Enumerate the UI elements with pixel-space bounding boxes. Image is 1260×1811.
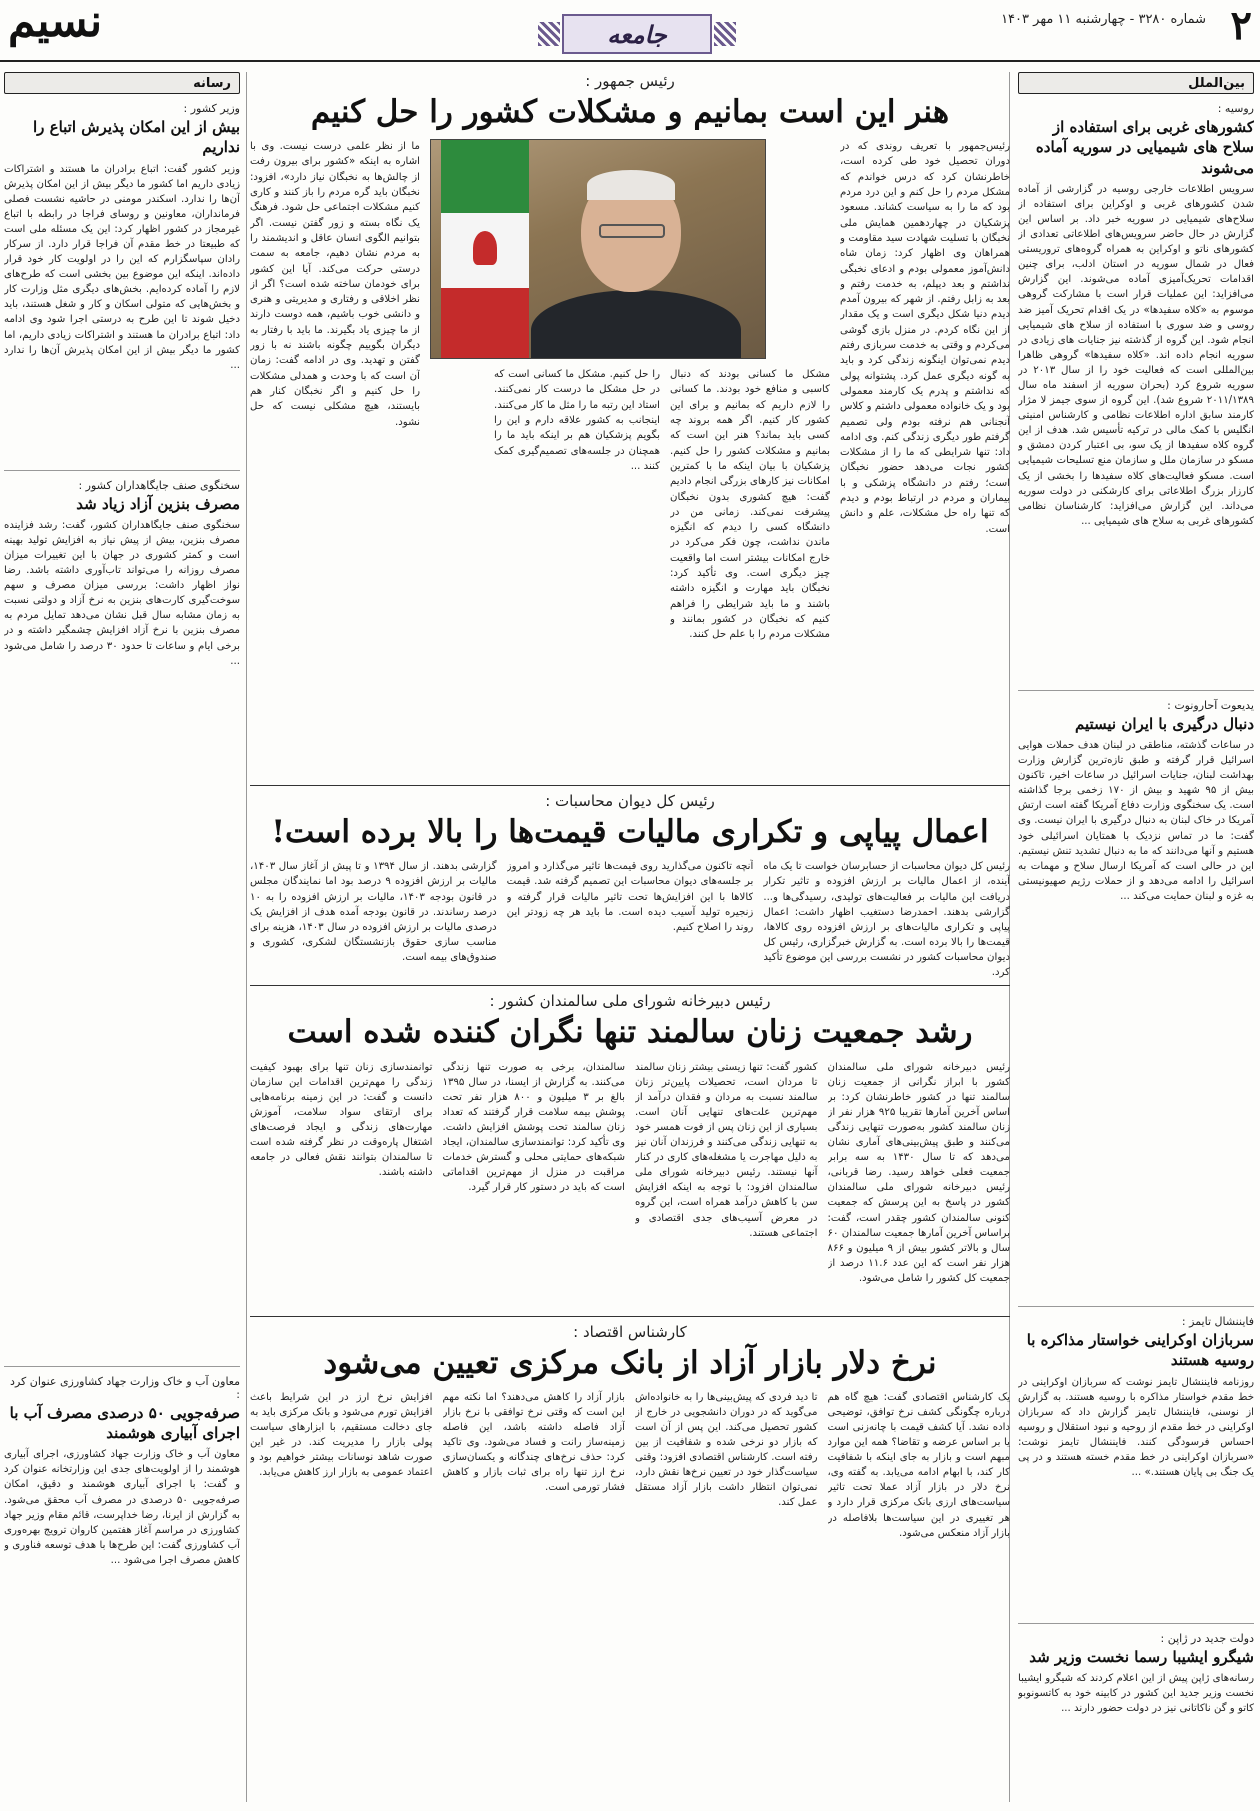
- story-headline: شیگرو ایشیبا رسما نخست وزیر شد: [1029, 1647, 1254, 1666]
- lead-kicker: رئیس جمهور :: [585, 72, 675, 90]
- story-kicker: وزیر کشور :: [183, 102, 240, 115]
- story-kicker: رئیس دبیرخانه شورای ملی سالمندان کشور :: [489, 992, 771, 1011]
- newspaper-logo: نسیم: [8, 0, 103, 47]
- right-column: [1018, 72, 1254, 1802]
- divider: [1018, 1306, 1254, 1307]
- story-body: روزنامه فایننشال تایمز نوشت که سربازان اوکراینی در خط مقدم خواستار مذاکره با روسیه هستند. به گزارش از نوسنی، فایننشال تایمز گزارش داد که سربازان اوکراینی در خط مقدم از روحیه و نبود استقلال و روسیه احساس فرسودگی کنند. فایننشال تایمز نوشت: «سربازان اوکراینی در خط مقدم خسته هستند و در پی یک جنگ بی پایان هستند.» ...: [1018, 1376, 1254, 1479]
- column-header: بین‌الملل: [1018, 72, 1254, 94]
- story-kicker: روسیه :: [1217, 102, 1254, 115]
- story-kicker: معاون آب و خاک وزارت جهاد کشاورزی عنوان کرد :: [10, 1374, 240, 1401]
- story-column: توانمندسازی زنان تنها برای بهبود کیفیت زندگی را مهم‌ترین اقدامات این سازمان دانست و گفت: در این زمینه برنامه‌هایی برای ارتقای سواد سلامت، آموزش مهارت‌های زندگی و ایجاد فرصت‌های اشتغال پاره‌وقت در نظر گرفته شده است تا سالمندان بتوانند نقش فعالی در جامعه داشته باشند.: [250, 1061, 433, 1179]
- divider: [1018, 690, 1254, 691]
- section-badge: [562, 14, 712, 54]
- person-body: [531, 290, 741, 359]
- story-kicker: رئیس کل دیوان محاسبات :: [545, 792, 715, 811]
- story-headline: بیش از این امکان پذیرش اتباع را نداریم: [32, 118, 240, 157]
- story-body: در ساعات گذشته، مناطقی در لبنان هدف حملات هوایی اسرائیل قرار گرفته و طبق تازه‌ترین گزارش وزارت بهداشت لبنان، جنایات اسرائیل در ساعات اخیر، تاکنون بیش از ۹۵ شهید و بیش از ۱۷۰ زخمی برجا گذاشته است. یک سخنگوی وزارت دفاع آمریکا گفته است ارتش آمریکا در خاک لبنان به دنبال درگیری با ایران نیست. وی گفت: ما در تماس نزدیک با همتایان اسرائیلی خود هستیم و آنها می‌دانند که ما به دنبال تشدید تنش نیستیم. این در حالی است که آمریکا ارسال سلاح و مهمات به اسرائیل را ادامه می‌دهد و از حملات رژیم صهیونیستی به غزه و لبنان حمایت می‌کند ...: [1018, 740, 1254, 902]
- story-headline: سربازان اوکراینی خواستار مذاکره با روسیه هستند: [1026, 1331, 1254, 1370]
- masthead: [0, 0, 1260, 62]
- story-column: رئیس دبیرخانه شورای ملی سالمندان کشور با ابراز نگرانی از جمعیت زنان سالمند تنها در کشور خاطرنشان کرد: بر اساس آخرین آمارها تقریبا ۹۲۵ هزار نفر از زنان سالمند کشور به‌صورت تنهایی زندگی می‌کنند و طبق پیش‌بینی‌های آماری نشان می‌دهد که تا سال ۱۴۳۰ به سه برابر جمعیت فعلی خواهد رسید. رضا قربانی، رئیس دبیرخانه شورای ملی سالمندان کشور در پاسخ به این پرسش که جمعیت کنونی سالمندان کشور چقدر است، گفت: براساس آخرین آمارها جمعیت سالمندان ۶۰ سال و بالاتر کشور بیش از ۹ میلیون و ۸۶۶ هزار نفر است که این عدد ۱۱.۶ درصد از جمعیت کل کشور را شامل می‌شود.: [827, 1061, 1010, 1284]
- left-column: [4, 72, 240, 1802]
- person-hair: [587, 170, 675, 200]
- section-title: جامعه: [607, 19, 667, 49]
- story-elderly: [250, 992, 1010, 1309]
- lead-story: [250, 139, 1010, 779]
- iran-flag: [441, 140, 529, 359]
- story-column: گزارشی بدهند. از سال ۱۳۹۴ و تا پیش از آغاز سال ۱۴۰۳، مالیات بر ارزش افزوده ۹ درصد بود اما نمایندگان مجلس در قانون بودجه ۱۴۰۳، مالیات بر ارزش افزوده را به ۱۰ درصد رساندند. در قانون بودجه آمده هدف از افزایش یک درصدی مالیات بر ارزش افزوده در سال ۱۴۰۳، هزینه برای مناسب سازی حقوق بازنشستگان لشکری، کشوری و صندوق‌های بیمه است.: [250, 861, 497, 963]
- story-headline: دنبال درگیری با ایران نیستیم: [1074, 714, 1254, 733]
- center-region: [250, 72, 1010, 1802]
- story-kicker: یدیعوت آحارونوت :: [1167, 698, 1254, 712]
- column-rule: [246, 72, 247, 1802]
- divider: [250, 1316, 1010, 1317]
- story-column: افزایش نرخ ارز در این شرایط باعث افزایش تورم می‌شود و بانک مرکزی باید به جای دخالت مستقیم، با ابزارهای سیاست پولی بازار را مدیریت کند. در غیر این صورت شاهد نوسانات بیشتر خواهیم بود و اعتماد عمومی به بازار ارز کاهش می‌یابد.: [250, 1391, 433, 1479]
- story-headline: صرفه‌جویی ۵۰ درصدی مصرف آب با اجرای آبیاری هوشمند: [9, 1403, 240, 1442]
- divider: [250, 985, 1010, 986]
- story-column: سالمندان، برخی به صورت تنها زندگی می‌کنند. به گزارش از ایسنا، در سال ۱۳۹۵ بالغ بر ۳ میلیون و ۸۰۰ هزار نفر تحت پوشش بیمه سلامت قرار گرفتند که تعداد زنان سالمند تحت پوشش افزایش داشت. وی تأکید کرد: توانمندسازی سالمندان، ایجاد شبکه‌های حمایتی محلی و گسترش خدمات مراقبت در منزل از مهم‌ترین اقداماتی است که باید در دستور کار قرار گیرد.: [442, 1061, 625, 1194]
- lead-column: را حل کنیم. مشکل ما کسانی است که در حل مشکل ما درست کار نمی‌کنند. استاد این رتبه ما را مثل ما کار می‌کنند. اینجانب به کشور علاقه دارم و این را بگویم پزشکیان هم بر اینکه باید ما را همچنان در جلسه‌های تصمیم‌گیری کمک کنند ...: [494, 369, 660, 472]
- page-number: ۲: [1230, 2, 1252, 49]
- story-dollar: [250, 1323, 1010, 1630]
- story-kicker: دولت جدید در ژاپن :: [1160, 1631, 1254, 1645]
- lead-headline: هنر این است بمانیم و مشکلات کشور را حل کنیم: [310, 94, 950, 130]
- story-kicker: کارشناس اقتصاد :: [573, 1322, 687, 1341]
- story-column: تا دید فردی که پیش‌بینی‌ها را به خانواده‌اش می‌گوید که در دوران دانشجویی در خارج از کشور تحصیل می‌کند. این پس از آن است که بازار دو نرخی شده و شفافیت از بین رفته است. کارشناس اقتصادی افزود: وقتی سیاست‌گذار خود در تعیین نرخ‌ها نقش دارد، نمی‌توان انتظار داشت بازار آزاد مستقل عمل کند.: [635, 1391, 818, 1509]
- story-tax: [250, 792, 1010, 979]
- story-headline: مصرف بنزین آزاد زیاد شد: [76, 494, 240, 513]
- story-headline: اعمال پیاپی و تکراری مالیات قیمت‌ها را بالا برده است!: [271, 814, 989, 851]
- lead-column: ما از نظر علمی درست نیست. وی با اشاره به اینکه «کشور برای بیرون رفت از چالش‌ها به نخبگان نیاز دارد»، افزود: نخبگان باید گره مردم را باز کنند و کاری کنیم مشکلات اجتماعی حل شود. فرهنگ یک نگاه بسته و زور گفتن نیست. اگر بتوانیم الگوی انسان عاقل و اندیشمند را به مردم نشان دهیم، جامعه به سمت درستی حرکت می‌کند. آیا این کشور برای خودمان ساخته شده است؟ اگر از نظر اخلاقی و رفتاری و مدیریتی و هنری و دانشی خوب باشیم، همه دوست دارند از ما چیزی یاد بگیرند. ما باید با رفتار به دیگران بگوییم چگونه باشند نه با زور گفتن و تهدید. وی در ادامه گفت: زمان آن است که با وحدت و همدلی مشکلات را حل کنیم و اگر نخبگان کنار هم بایستند، هیچ مشکلی نیست که حل نشود.: [250, 141, 420, 428]
- divider: [250, 785, 1010, 786]
- column-header: رسانه: [4, 72, 240, 94]
- story-body: سرویس اطلاعات خارجی روسیه در گزارشی از آماده شدن کشورهای غربی و اوکراین برای استفاده از سلاح‌های شیمیایی در سوریه خبر داد. بر اساس این گزارش در حال حاضر سرویس‌های اطلاعاتی تعدادی از کشورهای ناتو و اوکراین به همراه گروه‌های تروریستی فعال در شمال سوریه در استان ادلب، برای چنین اقدامات تحریک‌آمیزی آماده می‌شوند. این گزارش می‌افزاید: این عملیات قرار است با مشارکت گروهی موسوم به «کلاه سفیدها» در یک اقدام تحریک آمیز ضد روسی و ضد سوری با استفاده از سلاح های شیمیایی انجام شود. این گروه از گذشته نیز جنایات های زیادی در سوریه انجام داده اند. «کلاه سفیدها» گروهی ظاهرا بین‌المللی است که فعالیت خود را از سال ۲۰۱۳ در سوریه شروع کرد (بحران سوریه از اسفند ماه سال ۲۰۱۱/۱۳۸۹ شروع شد). این گروه از سوی جیمز لا مژار کارمند سابق اداره اطلاعات نظامی و کارشناس امنیتی انگلیس با کمک مالی در ترکیه تأسیس شد. هدف از این گروه کلاه سفیدها از یک سو، بی اعتبار کردن دمشق و مسکو در سازمان ملل و سازمان منع تسلیحات شیمیایی است. مسکو فعالیت‌های کلاه سفیدها را بخشی از یک کارزار بزرگ اطلاعاتی برای کارشکنی در دولت سوریه می‌داند. این گزارش می‌افزاید: کارشناسان نظامی کشورهای غربی به سلاح های شیمیایی ...: [1018, 183, 1254, 527]
- story-kicker: فایننشال تایمز :: [1181, 1315, 1254, 1328]
- story-headline: نرخ دلار بازار آزاد از بانک مرکزی تعیین می‌شود: [323, 1344, 937, 1381]
- lead-column: مشکل ما کسانی بودند که دنبال کاسبی و منافع خود بودند. ما کسانی را لازم داریم که بمانیم و برای این کشور کار کنیم. اگر همه بروند چه کسی باید بماند؟ هنر این است که بمانیم و مشکلات کشور را حل کنیم. پزشکیان با بیان اینکه ما با کمترین امکانات نیز کارهای بزرگی انجام دادیم گفت: هیچ کشوری بدون نخبگان پیشرفت نمی‌کند. زمانی من در دانشگاه کسی را دیدم که انگیزه ماندن نداشت، چون فکر می‌کرد در خارج امکانات بیشتر است اما واقعیت چیز دیگری است. وی تأکید کرد: نخبگان باید مهارت و انگیزه داشته باشند و ما باید شرایطی را فراهم کنیم که نخبگان در کشور بمانند و مشکلات مردم را با علم حل کنند.: [670, 369, 830, 641]
- story-body: سخنگوی صنف جایگاهداران کشور، گفت: رشد فزاینده مصرف بنزین، بیش از پیش نیاز به افزایش تولید بهینه است و کمتر کشوری در جهان با این تغییرات میزان مصرف روزانه را می‌تواند تاب‌آوری داشته باشد. رضا نواز اظهار داشت: بررسی میزان مصرف و سهم سوخت‌گیری کارت‌های بنزین به نرخ آزاد و دولتی نسبت به زمان مشابه سال قبل نشان می‌دهد تمایل مردم به مصرف بنزین با نرخ آزاد افزایش چشمگیر داشته و در برخی ایام و ساعات تا حدود ۳۰ درصد را شامل می‌شود ...: [4, 519, 240, 667]
- story-body: معاون آب و خاک وزارت جهاد کشاورزی، اجرای آبیاری هوشمند را از اولویت‌های جدی این وزارتخانه عنوان کرد و گفت: با اجرای آبیاری هوشمند و دقیق، امکان صرفه‌جویی ۵۰ درصدی در مصرف آب محقق می‌شود. به گزارش از ایرنا، رضا خداپرست، قائم مقام وزیر جهاد کشاورزی در مراسم آغاز هفتمین کاروان ترویج بهره‌وری آب کشاورزی گفت: این طرح‌ها با هدف توسعه فناوری و کاهش مصرف اجرا می‌شود ...: [4, 1449, 240, 1566]
- story-kicker: سخنگوی صنف جایگاهداران کشور :: [78, 478, 240, 492]
- lead-column: رئیس‌جمهور با تعریف روندی که در دوران تحصیل خود طی کرده است، خاطرنشان کرد که درس خواندم که مشکل مردم را حل کنم و این درد مردم بود که ما را به سیاست کشاند. مسعود پزشکیان در چهاردهمین همایش ملی نخبگان با تسلیت شهادت سید مقاومت و همراهان وی اظهار کرد: زمان شاه دانش‌آموز معمولی بودم و ادعای نخبگی نداشتم و بعد دیپلم، به خدمت رفتم و بعد به زابل رفتم. از شهر که بیرون آمدم دیدم دنیا شکل دیگری است و یک مقدار از این نگاه کردم. در منزل بازی گوشی می‌کردم و وقتی به خدمت سربازی رفتم دیدم نمی‌توان اینگونه زندگی کرد و باید به گونه دیگری عمل کرد. پشتوانه پولی که نداشتم و پدرم یک کارمند معمولی بود و یک خانواده معمولی داشتم و کلاس آنجنانی هم نرفته بودم ولی تصمیم گرفتم طور دیگری زندگی کنم. وی ادامه داد: تنها شرایطی که ما را از مشکلات کشور نجات می‌دهد حضور نخبگان است؛ رفتم در دانشگاه پزشکی و با بیماران و مردم در ارتباط بودم و دیدم که تنها راه حل مشکلات، علم و دانش است.: [840, 141, 1010, 535]
- story-column: کشور گفت: تنها زیستی بیشتر زنان سالمند تا مردان است، تحصیلات پایین‌تر زنان سالمند نسبت به مردان و فقدان درآمد از مهم‌ترین علت‌های تنهایی آنان است. بسیاری از این زنان پس از فوت همسر خود به تنهایی زندگی می‌کنند و فرزندان آنان نیز به دلیل مهاجرت یا مشغله‌های کاری در کنار آنها نیستند. رئیس دبیرخانه شورای ملی سالمندان افزود: با توجه به اینکه افزایش سن با کاهش درآمد همراه است، این گروه در معرض آسیب‌های جدی اقتصادی و اجتماعی هستند.: [635, 1061, 818, 1239]
- divider: [1018, 1623, 1254, 1624]
- divider: [4, 470, 240, 471]
- issue-info: شماره ۳۲۸۰ - چهارشنبه ۱۱ مهر ۱۴۰۳: [1001, 12, 1206, 27]
- story-body: رسانه‌های ژاپن پیش از این اعلام کردند که شیگرو ایشیبا نخست وزیر جدید این کشور در کابینه خود به کاتسونوبو کاتو و گن ناکاتانی نیز در دولت حضور دارند ...: [1018, 1672, 1254, 1714]
- story-body: وزیر کشور گفت: اتباع برادران ما هستند و اشتراکات زیادی داریم اما کشور ما دیگر بیش از این امکان پذیرش آن‌ها را ندارد. اسکندر مومنی در حاشیه نشست فصلی فرمانداران، معاونین و روسای فراجا در رابطه با اتباع غیرمجاز در کشور اظهار کرد: این یک مسئله ملی است که طبیعتا در خط مقدم آن فراجا قرار دارد. از سرکار رادان سپاسگزارم که این را در اولویت کار خود قرار داده‌اند. اینکه این موضوع بین بخشی است که طرح‌های لازم را آماده کرده‌ایم. بخش‌های دیگری مثل وزارت کار و بخش‌هایی که متولی اسکان و کار و شغل هستند، باید دخیل شوند تا این طرح به درستی اجرا شود وی ادامه داد: اتباع برادران ما هستند و اشتراکات زیادی داریم، اما کشور ما دیگر بیش از این امکان پذیرش آن‌ها را ندارد ...: [4, 163, 240, 371]
- story-headline: رشد جمعیت زنان سالمند تنها نگران کننده شده است: [287, 1014, 973, 1051]
- story-headline: کشورهای غربی برای استفاده از سلاح های شیمیایی در سوریه آماده می‌شوند: [1035, 118, 1254, 177]
- glasses: [599, 224, 665, 238]
- story-column: بازار آزاد را کاهش می‌دهند؟ اما نکته مهم این است که وقتی نرخ توافقی با نرخ بازار آزاد فاصله داشته باشد، این فاصله زمینه‌ساز رانت و فساد می‌شود. وی تاکید کرد: حذف نرخ‌های چندگانه و یکسان‌سازی نرخ ارز تنها راه برای ثبات بازار و کاهش فشار تورمی است.: [442, 1391, 625, 1494]
- story-column: آنچه تاکنون می‌گذارید روی قیمت‌ها تاثیر می‌گذارد و امروز بر جلسه‌های دیوان محاسبات این تصمیم گرفته شد. قیمت کالا‌ها با این افزایش‌ها تحت تاثیر مالیات قرار گرفته و زنجیره تولید آسیب دیده است. ما باید هر چه زودتر این روند را اصلاح کنیم.: [506, 861, 754, 933]
- president-photo: [430, 139, 766, 359]
- story-column: رئیس کل دیوان محاسبات از حسابرسان خواست تا یک ماه آینده، از اعمال مالیات بر ارزش افزوده و تاثیر تکرار دریافت این مالیات بر فعالیت‌های تولیدی، رسیدگی‌ها و... گزارشی بدهند. احمدرضا دستغیب اظهار داشت: اعمال پیاپی و تکراری مالیات‌های بر ارزش افزوده روی کالاها، قیمت‌ها را بالا برده است. به گزارش خبرگزاری، رئیس کل دیوان محاسبات کشور در نشست بررسی این موضوع تأکید کرد.: [763, 861, 1010, 979]
- story-column: یک کارشناس اقتصادی گفت: هیچ گاه هم درباره چگونگی کشف نرخ توافق، توضیحی داده نشد. آیا کشف قیمت با چانه‌زنی است یا بر اساس عرضه و تقاضا؟ همه این موارد مبهم است و بازار به جای اینکه با شفافیت کار کند، با ابهام ادامه می‌یابد. به گفته وی، نرخ دلار در بازار آزاد عملا تحت تاثیر سیاست‌های ارزی بانک مرکزی قرار دارد و هر تغییری در این سیاست‌ها بلافاصله در بازار آزاد منعکس می‌شود.: [827, 1391, 1010, 1539]
- divider: [4, 1366, 240, 1367]
